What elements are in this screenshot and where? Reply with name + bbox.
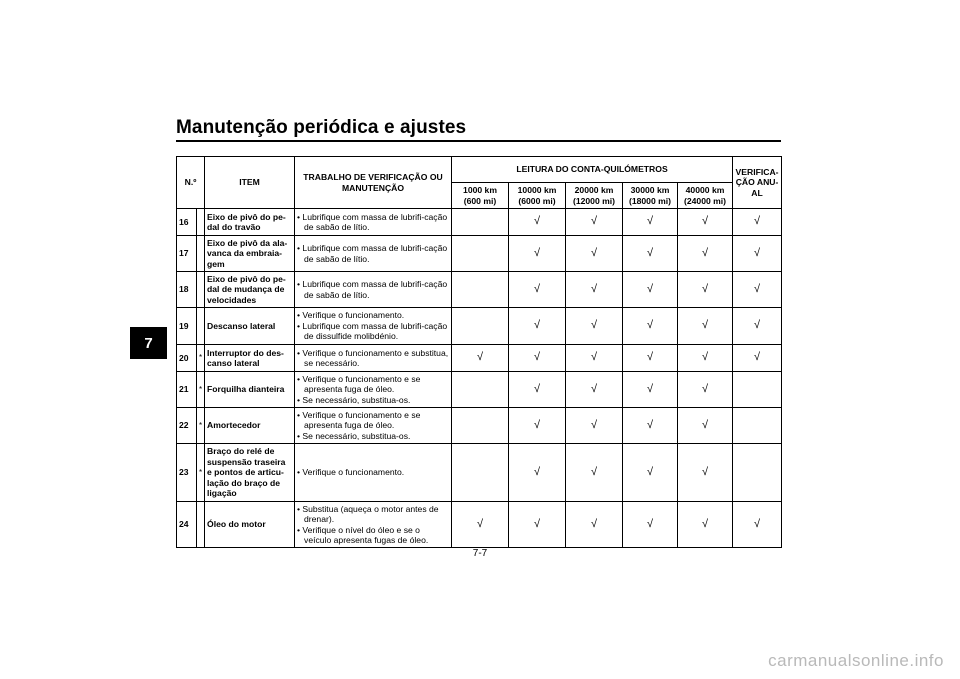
row-star-mark bbox=[197, 236, 205, 272]
check-cell: √ bbox=[733, 502, 782, 548]
check-cell bbox=[452, 272, 509, 308]
check-cell: √ bbox=[678, 444, 733, 502]
check-cell: √ bbox=[623, 272, 678, 308]
row-item: Descanso lateral bbox=[205, 308, 295, 345]
row-number: 24 bbox=[177, 502, 197, 548]
check-cell: √ bbox=[623, 502, 678, 548]
footer-watermark: carmanualsonline.info bbox=[768, 651, 944, 670]
check-cell: √ bbox=[623, 408, 678, 444]
header-km-col bbox=[678, 183, 733, 209]
chapter-tab: 7 bbox=[130, 327, 167, 359]
check-cell: √ bbox=[678, 408, 733, 444]
check-cell: √ bbox=[509, 408, 566, 444]
row-star-mark: * bbox=[197, 372, 205, 408]
work-bullet: • Verifique o funcionamento. bbox=[297, 467, 449, 477]
table-row bbox=[177, 236, 782, 272]
work-bullet: • Lubrifique com massa de lubrifi-cação de sabão de lítio. bbox=[297, 279, 449, 300]
check-cell: √ bbox=[678, 272, 733, 308]
header-item: ITEM bbox=[205, 157, 295, 209]
row-number: 19 bbox=[177, 308, 197, 345]
km-value: 10000 km bbox=[517, 185, 557, 196]
check-cell: √ bbox=[509, 308, 566, 345]
work-bullet: • Verifique o funcionamento e substitua, se necessário. bbox=[297, 348, 449, 369]
row-star-mark: * bbox=[197, 408, 205, 444]
check-cell: √ bbox=[678, 372, 733, 408]
table-row bbox=[177, 345, 782, 372]
row-star-mark bbox=[197, 272, 205, 308]
check-cell bbox=[733, 372, 782, 408]
table-row bbox=[177, 444, 782, 502]
check-cell: √ bbox=[623, 209, 678, 236]
check-cell: √ bbox=[733, 272, 782, 308]
header-km-col bbox=[566, 183, 623, 209]
row-number: 16 bbox=[177, 209, 197, 236]
row-work bbox=[295, 372, 452, 408]
check-cell: √ bbox=[733, 308, 782, 345]
check-cell: √ bbox=[678, 502, 733, 548]
page-number: 7-7 bbox=[472, 548, 488, 559]
header-annual: VERIFICA-ÇÃO ANU-AL bbox=[733, 157, 782, 209]
check-cell: √ bbox=[733, 236, 782, 272]
row-star-mark: * bbox=[197, 444, 205, 502]
check-cell bbox=[452, 444, 509, 502]
title-rule bbox=[176, 140, 781, 142]
row-work bbox=[295, 444, 452, 502]
km-value: 20000 km bbox=[574, 185, 614, 196]
check-cell: √ bbox=[566, 236, 623, 272]
table-row bbox=[177, 209, 782, 236]
work-bullet: • Substitua (aqueça o motor antes de drenar). bbox=[297, 504, 449, 525]
mi-value: (600 mi) bbox=[463, 195, 497, 206]
check-cell: √ bbox=[623, 308, 678, 345]
row-item: Braço do relé de suspensão traseira e pontos de articu-lação do braço de ligação bbox=[205, 444, 295, 502]
work-bullet: • Verifique o funcionamento. bbox=[297, 310, 449, 320]
check-cell: √ bbox=[509, 209, 566, 236]
work-bullet: • Se necessário, substitua-os. bbox=[297, 395, 449, 405]
row-number: 17 bbox=[177, 236, 197, 272]
row-item: Interruptor do des-canso lateral bbox=[205, 345, 295, 372]
table-row bbox=[177, 502, 782, 548]
table-row bbox=[177, 408, 782, 444]
header-km-col bbox=[623, 183, 678, 209]
page-title: Manutenção periódica e ajustes bbox=[176, 117, 467, 138]
check-cell bbox=[452, 408, 509, 444]
check-cell: √ bbox=[623, 372, 678, 408]
check-cell: √ bbox=[566, 308, 623, 345]
check-cell: √ bbox=[678, 345, 733, 372]
row-star-mark bbox=[197, 502, 205, 548]
row-number: 22 bbox=[177, 408, 197, 444]
check-cell: √ bbox=[509, 272, 566, 308]
row-item: Amortecedor bbox=[205, 408, 295, 444]
row-number: 18 bbox=[177, 272, 197, 308]
check-cell: √ bbox=[509, 345, 566, 372]
check-cell bbox=[452, 372, 509, 408]
mi-value: (12000 mi) bbox=[572, 195, 616, 206]
row-work bbox=[295, 236, 452, 272]
row-work bbox=[295, 308, 452, 345]
check-cell: √ bbox=[509, 444, 566, 502]
row-work bbox=[295, 502, 452, 548]
header-work: TRABALHO DE VERIFICAÇÃO OU MANUTENÇÃO bbox=[295, 157, 452, 209]
row-item: Óleo do motor bbox=[205, 502, 295, 548]
check-cell: √ bbox=[623, 444, 678, 502]
row-item: Forquilha dianteira bbox=[205, 372, 295, 408]
check-cell: √ bbox=[509, 372, 566, 408]
row-number: 21 bbox=[177, 372, 197, 408]
row-work bbox=[295, 345, 452, 372]
check-cell: √ bbox=[566, 345, 623, 372]
check-cell: √ bbox=[566, 372, 623, 408]
check-cell: √ bbox=[623, 345, 678, 372]
row-item: Eixo de pivô da ala-vanca da embraia-gem bbox=[205, 236, 295, 272]
check-cell bbox=[452, 236, 509, 272]
check-cell: √ bbox=[452, 502, 509, 548]
table-row bbox=[177, 308, 782, 345]
header-km-col bbox=[452, 183, 509, 209]
work-bullet: • Lubrifique com massa de lubrifi-cação de sabão de lítio. bbox=[297, 212, 449, 233]
check-cell bbox=[452, 209, 509, 236]
row-item: Eixo de pivô do pe-dal de mudança de velocidades bbox=[205, 272, 295, 308]
check-cell: √ bbox=[452, 345, 509, 372]
km-value: 1000 km bbox=[463, 185, 497, 196]
km-value: 30000 km bbox=[630, 185, 670, 196]
row-star-mark bbox=[197, 209, 205, 236]
maintenance-table-body bbox=[177, 209, 782, 548]
row-number: 23 bbox=[177, 444, 197, 502]
row-work bbox=[295, 272, 452, 308]
check-cell: √ bbox=[733, 209, 782, 236]
mi-value: (24000 mi) bbox=[684, 195, 727, 206]
row-star-mark bbox=[197, 308, 205, 345]
table-row bbox=[177, 372, 782, 408]
check-cell bbox=[733, 408, 782, 444]
km-value: 40000 km bbox=[685, 185, 725, 196]
header-no: N.º bbox=[177, 157, 205, 209]
work-bullet: • Lubrifique com massa de lubrifi-cação de dissulfide molibdénio. bbox=[297, 321, 449, 342]
maintenance-table bbox=[176, 156, 782, 548]
row-item: Eixo de pivô do pe-dal do travão bbox=[205, 209, 295, 236]
work-bullet: • Verifique o funcionamento e se apresenta fuga de óleo. bbox=[297, 410, 449, 431]
row-work bbox=[295, 408, 452, 444]
check-cell: √ bbox=[678, 209, 733, 236]
check-cell bbox=[733, 444, 782, 502]
header-km-col bbox=[509, 183, 566, 209]
check-cell bbox=[452, 308, 509, 345]
check-cell: √ bbox=[566, 209, 623, 236]
check-cell: √ bbox=[509, 502, 566, 548]
check-cell: √ bbox=[623, 236, 678, 272]
check-cell: √ bbox=[566, 502, 623, 548]
work-bullet: • Verifique o nível do óleo e se o veículo apresenta fugas de óleo. bbox=[297, 525, 449, 546]
check-cell: √ bbox=[678, 236, 733, 272]
mi-value: (6000 mi) bbox=[518, 195, 556, 206]
mi-value: (18000 mi) bbox=[628, 195, 672, 206]
check-cell: √ bbox=[566, 408, 623, 444]
row-star-mark: * bbox=[197, 345, 205, 372]
header-odometer: LEITURA DO CONTA-QUILÓMETROS bbox=[452, 157, 733, 183]
work-bullet: • Se necessário, substitua-os. bbox=[297, 431, 449, 441]
check-cell: √ bbox=[566, 272, 623, 308]
check-cell: √ bbox=[678, 308, 733, 345]
row-work bbox=[295, 209, 452, 236]
check-cell: √ bbox=[566, 444, 623, 502]
check-cell: √ bbox=[733, 345, 782, 372]
row-number: 20 bbox=[177, 345, 197, 372]
work-bullet: • Verifique o funcionamento e se apresenta fuga de óleo. bbox=[297, 374, 449, 395]
work-bullet: • Lubrifique com massa de lubrifi-cação de sabão de lítio. bbox=[297, 243, 449, 264]
table-row bbox=[177, 272, 782, 308]
check-cell: √ bbox=[509, 236, 566, 272]
